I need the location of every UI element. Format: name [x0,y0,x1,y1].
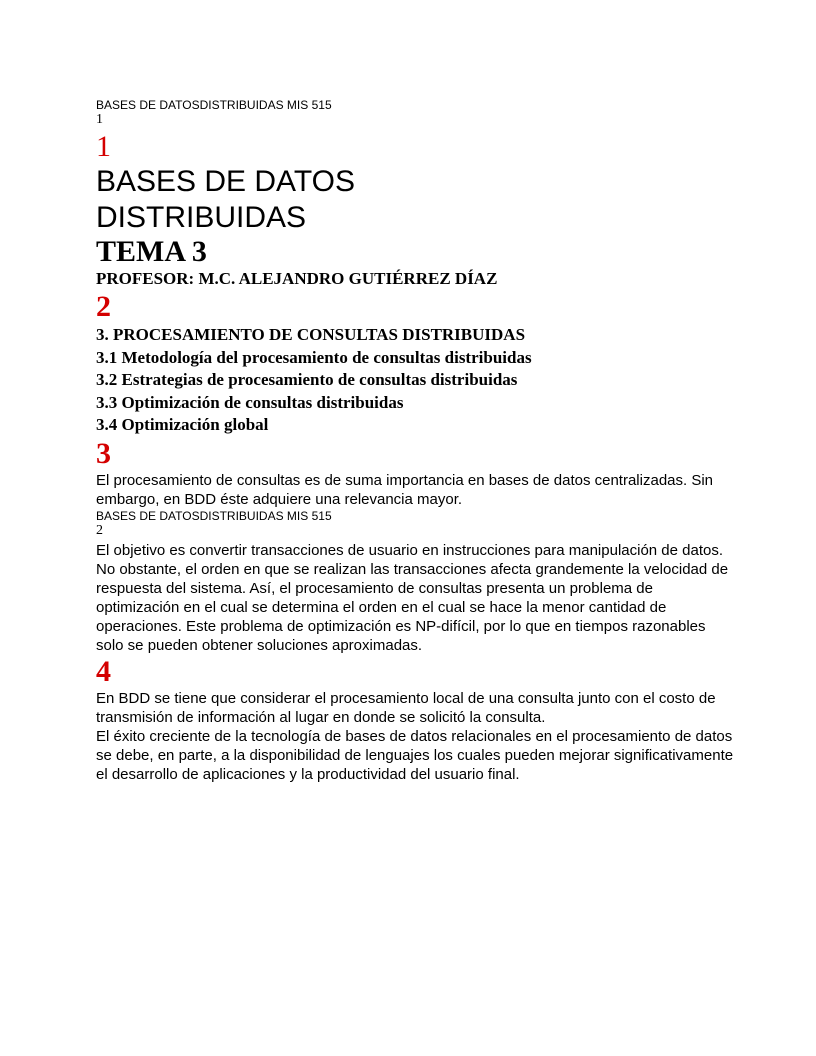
document-title-line-1: BASES DE DATOS [96,165,355,198]
toc-item: 3.1 Metodología del procesamiento de consultas distribuidas [96,347,532,367]
slide-number: 2 [96,290,111,323]
page-number: 1 [96,112,103,127]
slide-number: 3 [96,436,111,470]
paragraph: El éxito creciente de la tecnología de bases de datos relacionales en el procesamiento de datos se debe, en parte, a la disponibilidad de lenguajes los cuales pueden mejorar significativamente el desarrollo de aplicaciones y la productividad del usuario final. [96,727,734,783]
topic-heading: TEMA 3 [96,235,207,268]
paragraph: El objetivo es convertir transacciones de usuario en instrucciones para manipulación de datos. No obstante, el orden en que se realizan las transacciones afecta grandemente la velocidad de respuesta del sistema. Así, el procesamiento de consultas presenta un problema de optimización en el cual se determina el orden en el cual se hace la menor cantidad de operaciones. Este problema de optimización es NP-difícil, por lo que en tiempos razonables solo se pueden obtener soluciones aproximadas. [96,541,729,654]
paragraph: En BDD se tiene que considerar el procesamiento local de una consulta junto con el costo de transmisión de información al lugar en donde se solicitó la consulta. [96,689,716,726]
document-page [96,98,736,784]
page-number: 2 [96,522,103,538]
document-title-line-2: DISTRIBUIDAS [96,201,307,234]
toc-item: 3. PROCESAMIENTO DE CONSULTAS DISTRIBUIDAS [96,325,526,344]
running-header: BASES DE DATOSDISTRIBUIDAS MIS 515 [96,508,332,523]
slide-number: 1 [96,130,111,163]
professor-line: PROFESOR: M.C. ALEJANDRO GUTIÉRREZ DÍAZ [96,269,498,288]
toc-item: 3.4 Optimización global [96,415,269,434]
slide-number: 4 [96,654,111,688]
paragraph: El procesamiento de consultas es de suma importancia en bases de datos centralizadas. Sin embargo, en BDD éste adquiere una relevancia mayor. [96,471,714,508]
table-of-contents [96,324,736,437]
toc-item: 3.2 Estrategias de procesamiento de consultas distribuidas [96,370,518,389]
toc-item: 3.3 Optimización de consultas distribuidas [96,392,404,412]
running-header: BASES DE DATOSDISTRIBUIDAS MIS 515 [96,98,332,112]
